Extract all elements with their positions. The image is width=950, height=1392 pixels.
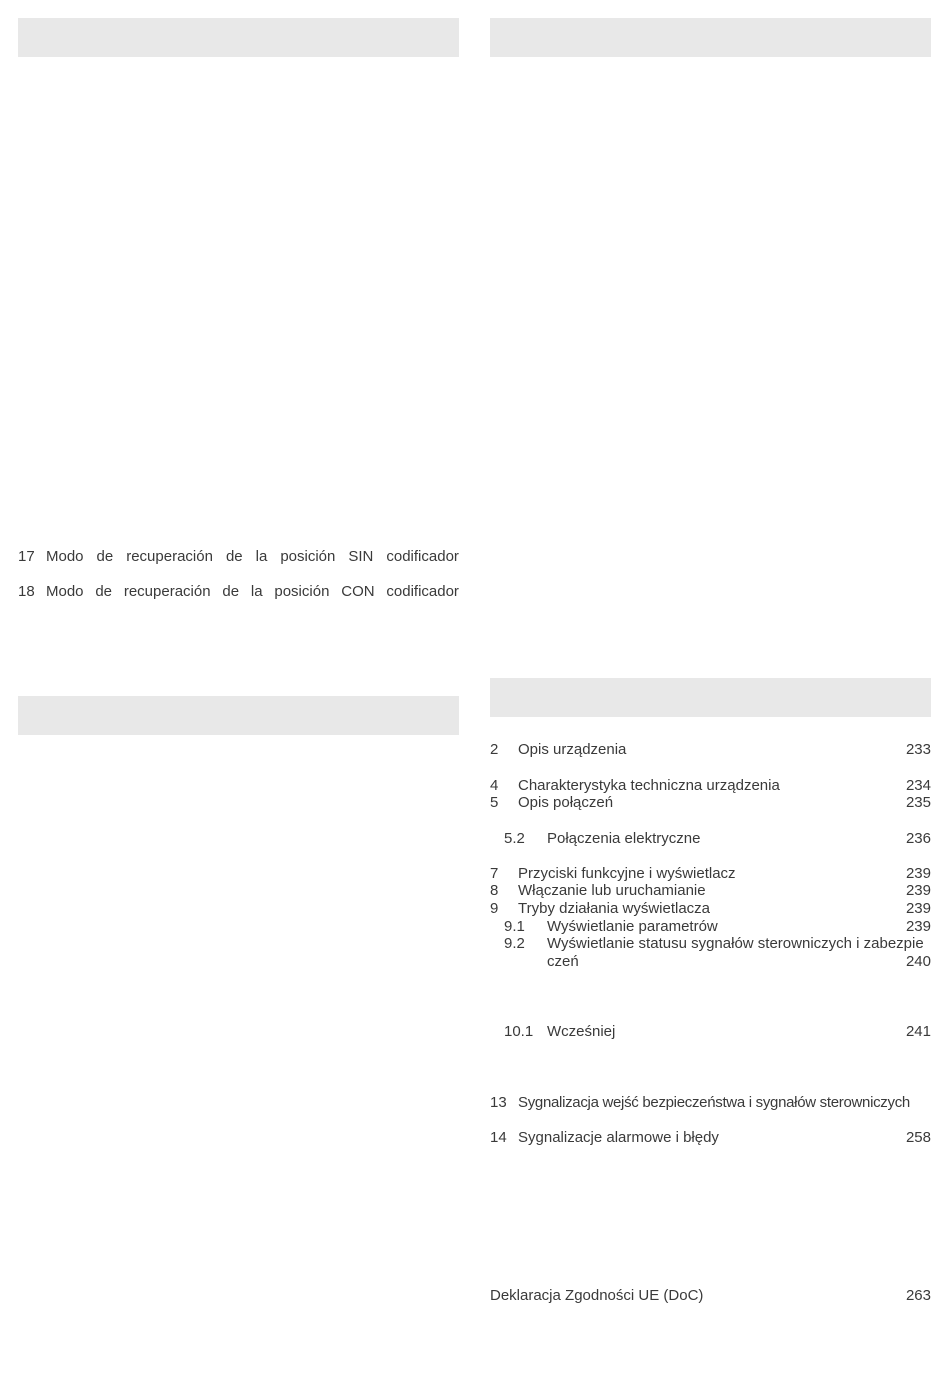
toc-entry-number: 10.1 — [504, 1023, 534, 1040]
toc-entry-number: 17 — [18, 548, 35, 565]
toc-entry-label: Przyciski funkcyjne i wyświetlacz — [518, 865, 736, 882]
toc-entry-page: 235 — [905, 794, 931, 811]
toc-entry-page: 239 — [905, 865, 931, 882]
toc-entry-5-2[interactable] — [490, 830, 931, 847]
toc-entry-4[interactable] — [490, 777, 931, 794]
toc-entry-page: 233 — [905, 741, 931, 758]
toc-entry-page: 241 — [905, 1023, 931, 1040]
toc-entry-declaration[interactable] — [490, 1287, 931, 1304]
toc-entry-9-1[interactable] — [490, 918, 931, 935]
toc-entry-page: 236 — [905, 830, 931, 847]
toc-entry-number: 9.2 — [504, 935, 525, 952]
toc-entry-5[interactable] — [490, 794, 931, 811]
toc-entry-label: Charakterystyka techniczna urządzenia — [518, 777, 780, 794]
toc-entry-number: 5 — [490, 794, 499, 811]
right-header-band-top — [490, 18, 931, 57]
toc-entry-14[interactable] — [490, 1129, 931, 1146]
right-header-band-bottom — [490, 678, 931, 717]
toc-entry-page: 239 — [905, 882, 931, 899]
toc-entry-page: 263 — [905, 1287, 931, 1304]
toc-entry-8[interactable] — [490, 882, 931, 899]
toc-entry-page: 234 — [905, 777, 931, 794]
toc-entry-7[interactable] — [490, 865, 931, 882]
toc-entry-page: 240 — [905, 953, 931, 970]
toc-entry-9-2[interactable] — [490, 935, 931, 970]
toc-entry-label: Modo de recuperación de la posición CON codificador — [46, 583, 459, 600]
toc-entry-label: Opis urządzenia — [518, 741, 627, 758]
toc-entry-label: Sygnalizacje alarmowe i błędy — [518, 1129, 719, 1146]
toc-entry-number: 2 — [490, 741, 499, 758]
toc-entry-page: 258 — [905, 1129, 931, 1146]
toc-entry-label: Połączenia elektryczne — [547, 830, 701, 847]
toc-entry-label: Wyświetlanie statusu sygnałów sterowniczych i zabezpie — [547, 935, 924, 952]
toc-entry-13[interactable] — [490, 1094, 931, 1111]
toc-entry-page: 239 — [905, 900, 931, 917]
toc-entry-label-continuation: czeń — [547, 953, 579, 970]
toc-entry-page: 239 — [905, 918, 931, 935]
toc-entry-number: 4 — [490, 777, 499, 794]
toc-entry-label: Włączanie lub uruchamianie — [518, 882, 706, 899]
toc-entry-number: 5.2 — [504, 830, 525, 847]
toc-entry-number: 18 — [18, 583, 35, 600]
toc-entry-label: Modo de recuperación de la posición SIN codificador — [46, 548, 459, 565]
toc-entry-label: Deklaracja Zgodności UE (DoC) — [490, 1287, 704, 1304]
toc-entry-label: Opis połączeń — [518, 794, 614, 811]
toc-entry-label: Sygnalizacja wejść bezpieczeństwa i sygnałów sterowniczych — [518, 1094, 910, 1111]
toc-entry-10-1[interactable] — [490, 1023, 931, 1040]
toc-entry-label: Wcześniej — [547, 1023, 616, 1040]
left-header-band-top — [18, 18, 459, 57]
toc-entry-number: 9 — [490, 900, 499, 917]
toc-entry-number: 7 — [490, 865, 499, 882]
toc-entry-label: Wyświetlanie parametrów — [547, 918, 718, 935]
toc-entry-number: 13 — [490, 1094, 507, 1111]
toc-entry-number: 8 — [490, 882, 499, 899]
toc-entry-2[interactable] — [490, 741, 931, 758]
toc-entry-number: 9.1 — [504, 918, 525, 935]
toc-entry-9[interactable] — [490, 900, 931, 917]
left-header-band-bottom — [18, 696, 459, 735]
toc-entry-label: Tryby działania wyświetlacza — [518, 900, 711, 917]
toc-entry-number: 14 — [490, 1129, 507, 1146]
